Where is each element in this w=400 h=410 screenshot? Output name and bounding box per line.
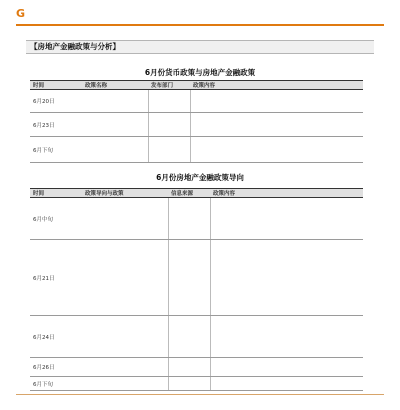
row-content (190, 137, 363, 163)
table-row (30, 358, 363, 377)
row-source (168, 358, 210, 377)
table-row (30, 90, 363, 113)
row-policy (82, 137, 148, 163)
table1-title: 6月份货币政策与房地产金融政策 (144, 68, 256, 77)
col-header-content: 政策内容 (190, 81, 363, 90)
row-policy (82, 358, 168, 377)
company-logo (16, 7, 27, 20)
table-row (30, 316, 363, 358)
table-row (30, 137, 363, 163)
row-dept (148, 90, 190, 113)
row-policy (82, 90, 148, 113)
row-date: 6月下旬 (30, 377, 82, 391)
row-content (190, 90, 363, 113)
row-date: 6月21日 (30, 240, 82, 316)
col-header-source: 信息来源 (168, 189, 210, 198)
table-row (30, 240, 363, 316)
row-policy (82, 113, 148, 137)
logo-mark: G (16, 7, 26, 20)
policy-table (30, 80, 363, 163)
row-date: 6月23日 (30, 113, 82, 137)
row-date: 6月26日 (30, 358, 82, 377)
row-policy (82, 377, 168, 391)
table-row (30, 198, 363, 240)
table-row (30, 377, 363, 391)
col-header-content: 政策内容 (210, 189, 363, 198)
row-policy (82, 198, 168, 240)
row-content (190, 113, 363, 137)
policy-direction-table (30, 188, 363, 391)
row-policy (82, 316, 168, 358)
row-content (210, 358, 363, 377)
col-header-policy: 政策导向与政策 (82, 189, 168, 198)
footer-divider (16, 394, 384, 395)
row-source (168, 316, 210, 358)
row-content (210, 316, 363, 358)
col-header-dept: 发布部门 (148, 81, 190, 90)
col-header-policy: 政策名称 (82, 81, 148, 90)
table2-title: 6月份房地产金融政策导向 (156, 173, 244, 182)
header-divider (16, 24, 384, 26)
row-source (168, 198, 210, 240)
row-policy (82, 240, 168, 316)
col-header-time: 时间 (30, 189, 82, 198)
row-content (210, 198, 363, 240)
row-date: 6月下旬 (30, 137, 82, 163)
row-dept (148, 113, 190, 137)
row-content (210, 377, 363, 391)
table-header-row (30, 189, 363, 198)
section-title: 【房地产金融政策与分析】 (26, 40, 374, 54)
row-content (210, 240, 363, 316)
row-source (168, 377, 210, 391)
col-header-time: 时间 (30, 81, 82, 90)
row-date: 6月20日 (30, 90, 82, 113)
row-source (168, 240, 210, 316)
row-date: 6月24日 (30, 316, 82, 358)
table-header-row (30, 81, 363, 90)
table-row (30, 113, 363, 137)
row-dept (148, 137, 190, 163)
row-date: 6月中旬 (30, 198, 82, 240)
